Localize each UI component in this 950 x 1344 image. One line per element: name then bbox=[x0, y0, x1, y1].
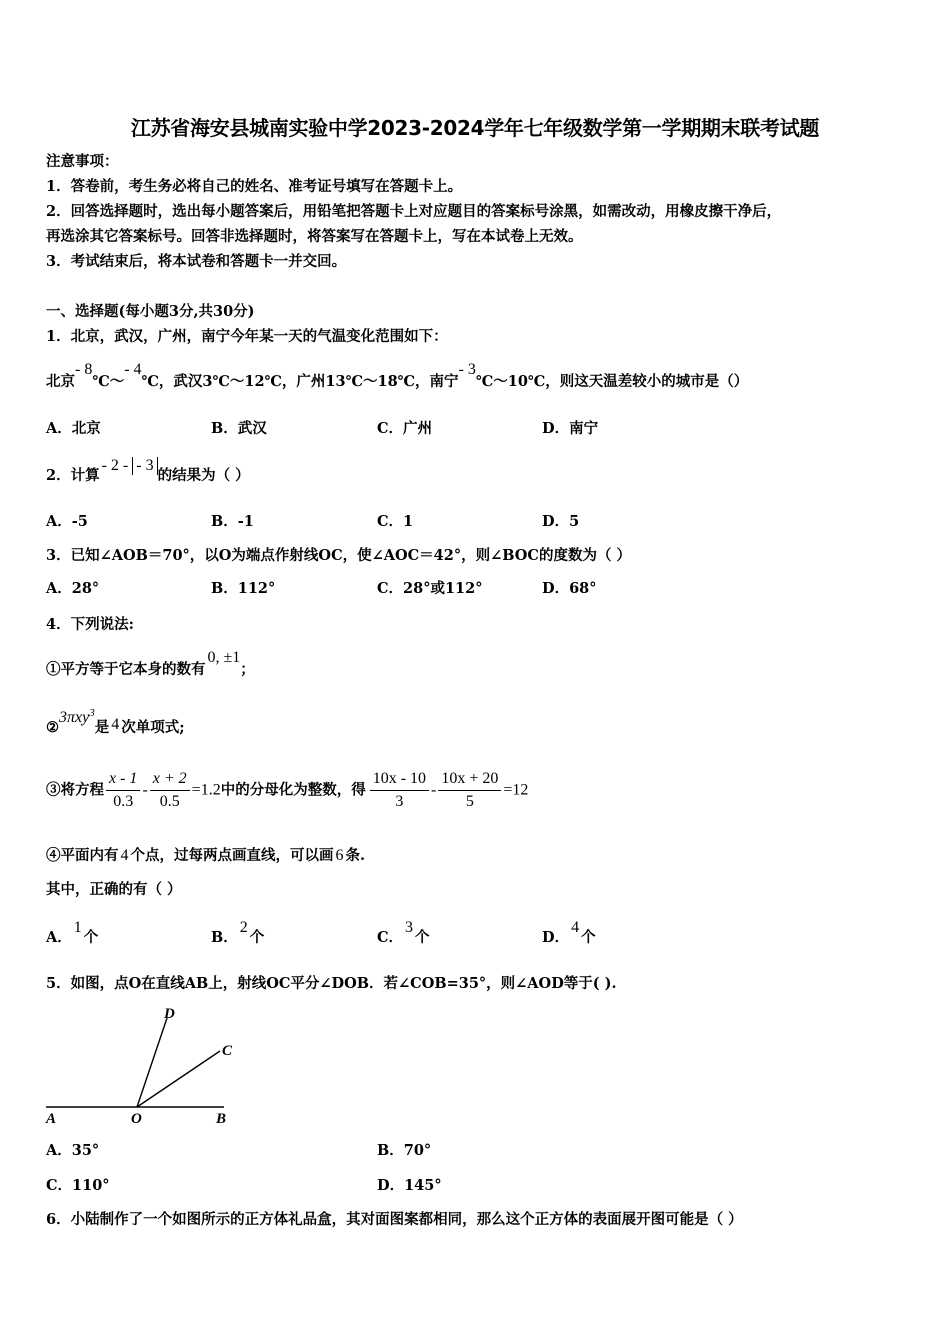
q2-expression bbox=[102, 457, 158, 474]
q5-option-b: B．70° bbox=[377, 1142, 432, 1159]
q4-s2-degree: 4 bbox=[111, 716, 120, 733]
q2-text: 的结果为（ ） bbox=[157, 467, 250, 484]
q2-stem bbox=[46, 457, 250, 486]
q1-option-a: A．北京 bbox=[46, 420, 101, 437]
fraction-denominator: 3 bbox=[395, 793, 404, 810]
q1-text: ℃～ bbox=[92, 373, 125, 390]
option-unit: 个 bbox=[83, 929, 99, 946]
q2-text: 2．计算 bbox=[46, 467, 100, 484]
q1-text: 北京 bbox=[46, 373, 75, 390]
q4-option-c bbox=[377, 919, 430, 948]
label-a: A bbox=[46, 1111, 57, 1127]
q1-text: ℃，武汉3℃～12℃，广州13℃～18℃，南宁 bbox=[141, 373, 459, 390]
fraction bbox=[106, 770, 140, 811]
q1-option-c: C．广州 bbox=[377, 420, 433, 437]
q1-value-beijing-high: - 4 bbox=[124, 361, 142, 378]
fraction-denominator: 5 bbox=[465, 793, 474, 810]
option-number: 4 bbox=[571, 919, 580, 936]
notice-item: 再选涂其它答案标号。回答非选择题时，将答案写在答题卡上，写在本试卷上无效。 bbox=[46, 228, 583, 245]
q1-value-beijing-low: - 8 bbox=[75, 361, 93, 378]
q4-s1-text: ①平方等于它本身的数有 bbox=[46, 661, 206, 678]
fraction bbox=[150, 770, 190, 811]
q1-value-nanning-low: - 3 bbox=[458, 361, 476, 378]
fraction-numerator: x + 2 bbox=[150, 770, 190, 791]
q3-option-d: D．68° bbox=[542, 580, 597, 597]
q4-ask: 其中，正确的有（ ） bbox=[46, 881, 182, 898]
option-letter: B． bbox=[211, 929, 238, 946]
option-letter: C． bbox=[377, 929, 404, 946]
q5-angle-figure bbox=[40, 1000, 250, 1130]
q4-s1-math: 0, ±1 bbox=[207, 649, 241, 666]
option-letter: A． bbox=[46, 929, 72, 946]
option-letter: D． bbox=[542, 929, 570, 946]
fraction-numerator: x - 1 bbox=[106, 770, 140, 791]
option-number: 3 bbox=[405, 919, 414, 936]
label-b: B bbox=[216, 1111, 227, 1127]
q3-option-a: A．28° bbox=[46, 580, 100, 597]
ray-od bbox=[137, 1018, 167, 1107]
q4-s3-text: ③将方程 bbox=[46, 781, 104, 799]
q4-s2-monomial bbox=[59, 709, 95, 726]
q4-s4-text: 条. bbox=[345, 847, 366, 864]
fraction-denominator: 0.3 bbox=[113, 793, 134, 810]
equation-rhs: =1.2 bbox=[191, 781, 221, 799]
option-number: 2 bbox=[239, 919, 248, 936]
page-title: 江苏省海安县城南实验中学2023-2024学年七年级数学第一学期期末联考试题 bbox=[130, 116, 820, 140]
q2-option-c: C．1 bbox=[377, 513, 414, 530]
minus-sign: - bbox=[142, 781, 148, 799]
q3-option-b: B．112° bbox=[211, 580, 276, 597]
q4-s4-text: 个点，过每两点画直线，可以画 bbox=[130, 847, 334, 864]
fraction bbox=[438, 770, 501, 811]
fraction-numerator: 10x + 20 bbox=[438, 770, 501, 791]
option-number: 1 bbox=[73, 919, 82, 936]
q4-stem: 4．下列说法: bbox=[46, 616, 134, 633]
notice-item: 3．考试结束后，将本试卷和答题卡一并交回。 bbox=[46, 253, 347, 270]
q1-text: ℃～10℃，则这天温差较小的城市是（） bbox=[475, 373, 749, 390]
label-d: D bbox=[164, 1006, 175, 1022]
q3-stem: 3．已知∠AOB＝70°，以O为端点作射线OC，使∠AOC＝42°，则∠BOC的度数为（ ） bbox=[46, 547, 631, 564]
q4-statement-1 bbox=[46, 649, 255, 680]
section-heading: 一、选择题(每小题3分,共30分) bbox=[46, 303, 255, 320]
option-unit: 个 bbox=[415, 929, 430, 946]
q4-option-d bbox=[542, 919, 596, 948]
q5-option-c: C．110° bbox=[46, 1177, 110, 1194]
option-unit: 个 bbox=[581, 929, 596, 946]
q1-option-d: D．南宁 bbox=[542, 420, 599, 437]
q2-absolute-value: - 3 bbox=[132, 457, 157, 475]
q4-s4-text: ④平面内有 bbox=[46, 847, 119, 864]
q1-stem: 1．北京，武汉，广州，南宁今年某一天的气温变化范围如下： bbox=[46, 328, 448, 345]
q4-s2-exponent: 3 bbox=[89, 707, 95, 719]
q4-statement-3 bbox=[46, 770, 528, 811]
q4-option-b bbox=[211, 919, 265, 948]
equation-rhs: =12 bbox=[503, 781, 529, 799]
q1-body bbox=[46, 361, 749, 392]
minus-sign: - bbox=[431, 781, 437, 799]
q4-s4-number: 4 bbox=[120, 847, 129, 864]
q2-option-d: D．5 bbox=[542, 513, 580, 530]
notice-item: 2．回答选择题时，选出每小题答案后，用铅笔把答题卡上对应题目的答案标号涂黑，如需改动，用橡皮擦干净后， bbox=[46, 203, 782, 220]
q4-s2-text: 是 bbox=[94, 719, 110, 736]
q4-s1-end: ； bbox=[240, 661, 255, 678]
q4-s2-math: 3πxy bbox=[59, 709, 90, 726]
q5-option-d: D．145° bbox=[377, 1177, 442, 1194]
label-c: C bbox=[222, 1043, 233, 1059]
q4-statement-4 bbox=[46, 846, 365, 866]
q4-s2-text: 次单项式; bbox=[121, 719, 185, 736]
q5-option-a: A．35° bbox=[46, 1142, 100, 1159]
q4-s3-text: 中的分母化为整数，得 bbox=[220, 781, 366, 799]
q4-s4-number: 6 bbox=[335, 847, 344, 864]
notice-item: 1．答卷前，考生务必将自己的姓名、准考证号填写在答题卡上。 bbox=[46, 178, 463, 195]
option-unit: 个 bbox=[249, 929, 265, 946]
q4-s2-text: ② bbox=[46, 719, 59, 736]
q5-stem: 5．如图，点O在直线AB上，射线OC平分∠DOB．若∠COB=35°，则∠AOD等于( ). bbox=[46, 975, 617, 992]
q6-stem: 6．小陆制作了一个如图所示的正方体礼品盒，其对面图案都相同，那么这个正方体的表面展开图可能是（ ） bbox=[46, 1211, 743, 1228]
ray-oc bbox=[137, 1051, 220, 1107]
fraction-numerator: 10x - 10 bbox=[370, 770, 429, 791]
q2-option-a: A．-5 bbox=[46, 513, 88, 530]
notice-heading: 注意事项： bbox=[46, 153, 119, 170]
q2-expr-a: - 2 - bbox=[101, 457, 129, 474]
q4-statement-2 bbox=[46, 707, 185, 739]
fraction bbox=[370, 770, 429, 811]
label-o: O bbox=[131, 1111, 142, 1127]
q4-option-a bbox=[46, 919, 99, 948]
q3-option-c: C．28°或112° bbox=[377, 580, 483, 597]
q1-option-b: B．武汉 bbox=[211, 420, 267, 437]
q2-option-b: B．-1 bbox=[211, 513, 254, 530]
fraction-denominator: 0.5 bbox=[159, 793, 180, 810]
